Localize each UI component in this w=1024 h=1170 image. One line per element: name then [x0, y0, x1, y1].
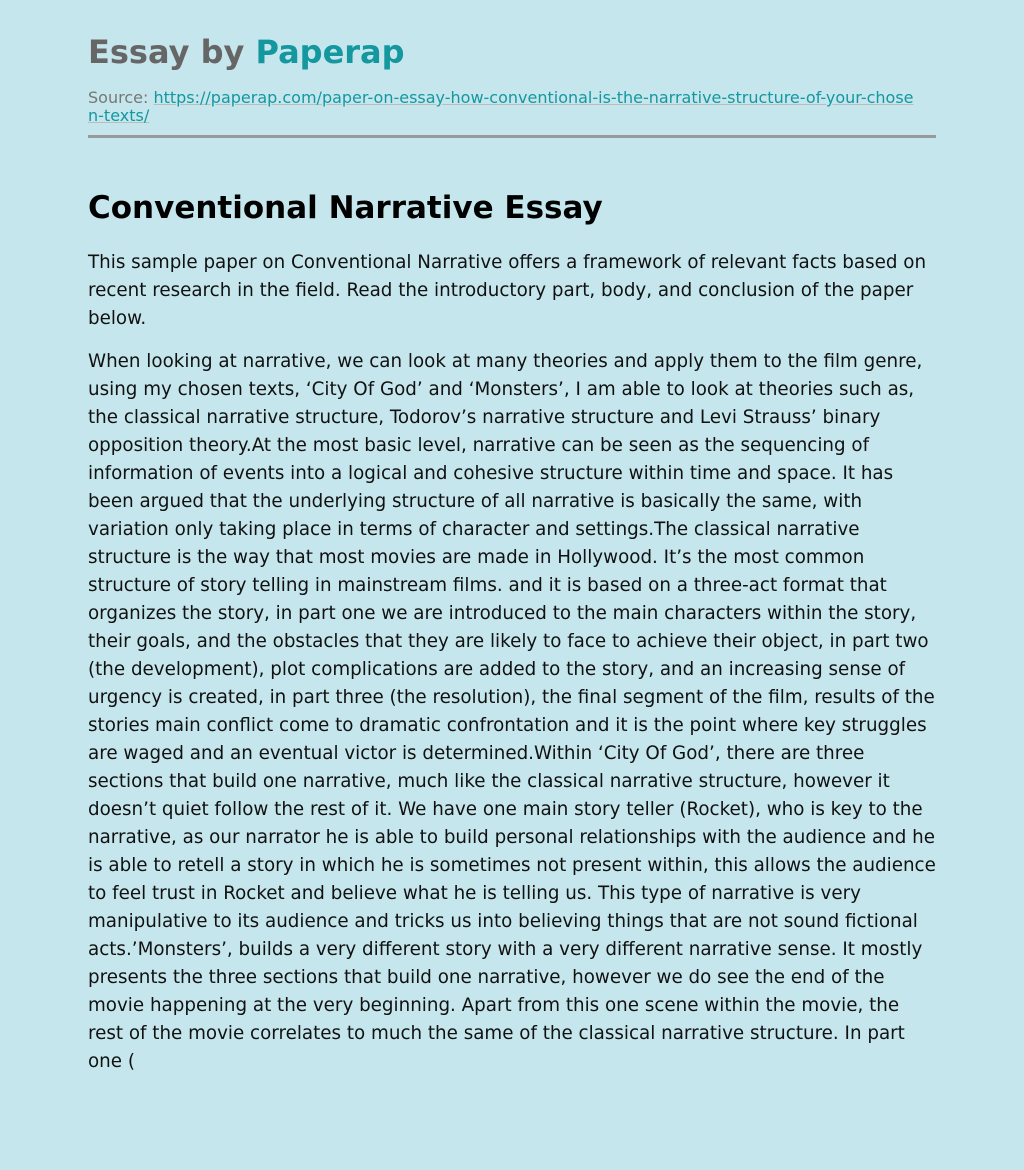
source-link[interactable]: https://paperap.com/paper-on-essay-how-conventional-is-the-narrative-structure-of-your-chosen-texts/ [88, 88, 914, 125]
body-paragraph: When looking at narrative, we can look at many theories and apply them to the film genre, using my chosen texts, ‘City Of God’ and ‘Monsters’, I am able to look at theories such as, the classical narrative structure, Todorov’s narrative structure and Levi Strauss’ binary opposition theory.At the most basic level, narrative can be seen as the sequencing of information of events into a logical and cohesive structure within time and space. It has been argued that the underlying structure of all narrative is basically the same, with variation only taking place in terms of character and settings.The classical narrative structure is the way that most movies are made in Hollywood. It’s the most common structure of story telling in mainstream films. and it is based on a three-act format that organizes the story, in part one we are introduced to the main characters within the story, their goals, and the obstacles that they are likely to face to achieve their object, in part two (the development), plot complications are added to the story, and an increasing sense of urgency is created, in part three (the resolution), the final segment of the film, results of the stories main conflict come to dramatic confrontation and it is the point where key struggles are waged and an eventual victor is determined.Within ‘City Of God’, there are three sections that build one narrative, much like the classical narrative structure, however it doesn’t quiet follow the rest of it. We have one main story teller (Rocket), who is key to the narrative, as our narrator he is able to build personal relationships with the audience and he is able to retell a story in which he is sometimes not present within, this allows the audience to feel trust in Rocket and believe what he is telling us. This type of narrative is very manipulative to its audience and tricks us into believing things that are not sound fictional acts.’Monsters’, builds a very different story with a very different narrative sense. It mostly presents the three sections that build one narrative, however we do see the end of the movie happening at the very beginning. Apart from this one scene within the movie, the rest of the movie correlates to much the same of the classical narrative structure. In part one ( [88, 351, 936, 1072]
intro-paragraph: This sample paper on Conventional Narrative offers a framework of relevant facts based on recent research in the field. Read the introductory part, body, and conclusion of the paper below. [88, 252, 927, 329]
header-divider [88, 135, 936, 138]
source-label: Source: [88, 88, 149, 107]
source-line [88, 89, 918, 125]
brand-name: Paperap [255, 33, 405, 71]
brand-prefix: Essay by [88, 33, 256, 71]
article-title: Conventional Narrative Essay [88, 190, 603, 226]
site-brand[interactable] [88, 30, 936, 74]
